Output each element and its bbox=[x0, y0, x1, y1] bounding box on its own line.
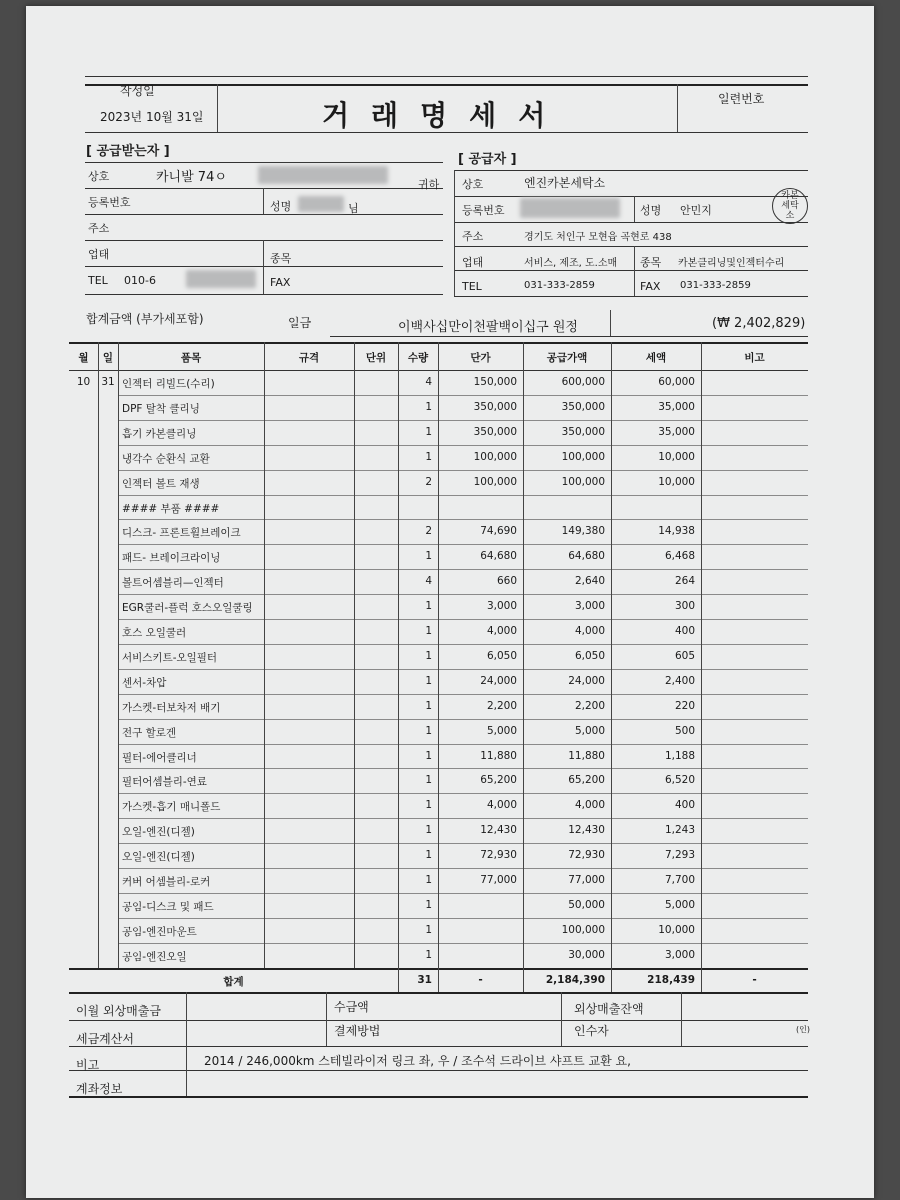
cell-qty: 1 bbox=[425, 600, 432, 613]
cell-qty: 1 bbox=[425, 699, 432, 712]
cell-qty: 2 bbox=[425, 475, 432, 488]
cell-price: 5,000 bbox=[486, 724, 517, 737]
cell-price: 12,430 bbox=[480, 824, 517, 837]
cell-m: 10 bbox=[76, 376, 91, 388]
remarks-value: 2014 / 246,000km 스테빌라이저 링크 좌, 우 / 조수석 드라이브 샤프트 교환 요, bbox=[204, 1054, 631, 1068]
supplier-address-value: 경기도 처인구 모현읍 곡현로 438 bbox=[524, 232, 672, 243]
cell-supply: 350,000 bbox=[561, 400, 605, 413]
cell-qty: 1 bbox=[425, 425, 432, 438]
cell-name: 필터어셈블리-연료 bbox=[122, 776, 207, 789]
remarks-label: 비고 bbox=[76, 1058, 100, 1072]
cell-name: 패드- 브레이크라이닝 bbox=[122, 552, 221, 565]
seal-mark: (인) bbox=[796, 1025, 810, 1034]
receiver-address-label: 주소 bbox=[88, 222, 110, 235]
supplier-business-label: 업태 bbox=[462, 256, 484, 269]
cell-supply: 50,000 bbox=[568, 898, 605, 911]
cell-price: 150,000 bbox=[473, 376, 517, 388]
cell-name: 전구 할로겐 bbox=[122, 726, 177, 739]
cell-qty: 1 bbox=[425, 849, 432, 862]
cell-supply: 350,000 bbox=[561, 425, 605, 438]
cell-supply: 65,200 bbox=[568, 774, 605, 787]
supplier-company-label: 상호 bbox=[462, 178, 484, 191]
cell-name: 공임-디스크 및 패드 bbox=[122, 900, 214, 913]
cell-price: 72,930 bbox=[480, 849, 517, 862]
seal-text: 카본세탁소 bbox=[781, 191, 799, 221]
serial-label: 일련번호 bbox=[718, 92, 765, 106]
cell-tax: 400 bbox=[674, 799, 695, 812]
invoice-paper bbox=[26, 6, 874, 1198]
page-title: 거래명세서 bbox=[322, 99, 568, 132]
cell-tax: 10,000 bbox=[658, 475, 695, 488]
cell-price: 11,880 bbox=[480, 749, 517, 762]
cell-qty: 1 bbox=[425, 874, 432, 886]
cell-supply: 4,000 bbox=[574, 799, 605, 812]
cell-supply: 100,000 bbox=[561, 475, 605, 488]
cell-price: 350,000 bbox=[473, 400, 517, 413]
cell-tax: 7,293 bbox=[664, 849, 695, 862]
cell-qty: 1 bbox=[425, 774, 432, 787]
receiver-item-label: 종목 bbox=[270, 252, 292, 265]
column-header: 비고 bbox=[744, 352, 765, 364]
cell-qty: 4 bbox=[425, 376, 432, 388]
cell-qty: 1 bbox=[425, 649, 432, 662]
cell-name: 필터-에어클리너 bbox=[122, 751, 197, 764]
cell-qty: 1 bbox=[425, 898, 432, 911]
cell-price: 3,000 bbox=[486, 600, 517, 613]
cell-supply: 72,930 bbox=[568, 849, 605, 862]
cell-name: 공임-엔진마운트 bbox=[122, 925, 197, 938]
cell-name: 서비스키트-오일필터 bbox=[122, 651, 218, 664]
account-label: 계좌정보 bbox=[76, 1082, 123, 1096]
receiver-section-label: [ 공급받는자 ] bbox=[86, 144, 170, 159]
received-label: 수금액 bbox=[334, 1000, 369, 1014]
cell-price: 4,000 bbox=[486, 799, 517, 812]
cell-price: 4,000 bbox=[486, 625, 517, 637]
cell-qty: 1 bbox=[425, 923, 432, 936]
cell-supply: 100,000 bbox=[561, 450, 605, 463]
cell-qty: 1 bbox=[425, 749, 432, 762]
total-amount-label: 합계금액 (부가세포함) bbox=[86, 312, 204, 326]
cell-name: 디스크- 프론트휠브레이크 bbox=[122, 527, 241, 540]
cell-qty: 1 bbox=[425, 724, 432, 737]
cell-price: 350,000 bbox=[473, 425, 517, 438]
cell-tax: 1,188 bbox=[664, 749, 695, 762]
cell-qty: 1 bbox=[425, 625, 432, 637]
column-header: 일 bbox=[102, 352, 114, 364]
sum-qty: 31 bbox=[417, 973, 432, 986]
column-header: 세액 bbox=[645, 352, 667, 364]
receiver-reg-label: 등록번호 bbox=[88, 196, 131, 209]
supplier-company-value: 엔진카본세탁소 bbox=[524, 176, 606, 190]
receiver-honorific: 귀하 bbox=[418, 178, 440, 191]
cell-tax: 220 bbox=[674, 699, 695, 712]
cell-price: 77,000 bbox=[480, 874, 517, 886]
cell-tax: 6,520 bbox=[664, 774, 695, 787]
cell-tax: 300 bbox=[674, 600, 695, 613]
cell-tax: 35,000 bbox=[658, 400, 695, 413]
supplier-tel-label: TEL bbox=[462, 280, 482, 293]
cell-tax: 2,400 bbox=[664, 674, 695, 687]
cell-supply: 6,050 bbox=[574, 649, 605, 662]
cell-tax: 5,000 bbox=[664, 898, 695, 911]
column-header: 월 bbox=[78, 352, 89, 364]
column-header: 규격 bbox=[298, 352, 320, 364]
total-amount-words: 이백사십만이천팔백이십구 원정 bbox=[398, 320, 578, 335]
date-label: 작성일 bbox=[120, 84, 155, 98]
supplier-business-value: 서비스, 제조, 도.소매 bbox=[524, 258, 618, 269]
cell-supply: 3,000 bbox=[574, 600, 605, 613]
cell-qty: 1 bbox=[425, 550, 432, 563]
cell-d: 31 bbox=[101, 376, 115, 388]
cell-supply: 4,000 bbox=[574, 625, 605, 637]
outstanding-label: 이월 외상매출금 bbox=[76, 1004, 161, 1018]
sum-note: - bbox=[752, 973, 757, 986]
cell-supply: 77,000 bbox=[568, 874, 605, 886]
cell-supply: 2,640 bbox=[574, 575, 605, 588]
cell-name: 냉각수 순환식 교환 bbox=[122, 452, 210, 465]
cell-tax: 1,243 bbox=[664, 824, 695, 837]
invoice-label: 세금계산서 bbox=[76, 1032, 134, 1046]
supplier-fax-value: 031-333-2859 bbox=[680, 280, 751, 291]
supplier-reg-label: 등록번호 bbox=[462, 204, 505, 217]
cell-name: 커버 어셈블리-로커 bbox=[122, 876, 211, 888]
sum-label: 합계 bbox=[223, 975, 244, 988]
receiver-name-label: 성명 bbox=[270, 200, 292, 213]
supplier-tel-value: 031-333-2859 bbox=[524, 280, 595, 291]
supplier-fax-label: FAX bbox=[640, 280, 661, 293]
cell-name: 센서-차압 bbox=[122, 676, 167, 689]
payment-label: 결제방법 bbox=[334, 1024, 381, 1038]
column-header: 단가 bbox=[470, 352, 491, 364]
cell-price: 100,000 bbox=[473, 450, 517, 463]
supplier-section-label: [ 공급자 ] bbox=[458, 152, 517, 167]
balance-label: 외상매출잔액 bbox=[574, 1002, 644, 1016]
cell-name: EGR쿨러-플럭 호스오일쿨링 bbox=[122, 602, 253, 615]
cell-name: 인젝터 리빌드(수리) bbox=[122, 378, 215, 390]
cell-price: 64,680 bbox=[480, 550, 517, 563]
sum-supply: 2,184,390 bbox=[545, 973, 605, 986]
supplier-item-label: 종목 bbox=[640, 256, 662, 269]
cell-tax: 6,468 bbox=[664, 550, 695, 563]
receiver-fax-label: FAX bbox=[270, 276, 291, 289]
column-header: 단위 bbox=[365, 352, 387, 364]
cell-tax: 400 bbox=[674, 625, 695, 637]
cell-supply: 149,380 bbox=[561, 525, 605, 538]
cell-supply: 12,430 bbox=[568, 824, 605, 837]
cell-qty: 1 bbox=[425, 948, 432, 961]
cell-tax: 60,000 bbox=[658, 376, 695, 388]
cell-price: 24,000 bbox=[480, 674, 517, 687]
cell-price: 2,200 bbox=[486, 699, 517, 712]
cell-tax: 10,000 bbox=[658, 923, 695, 936]
cell-supply: 64,680 bbox=[568, 550, 605, 563]
receiver-business-label: 업태 bbox=[88, 248, 110, 261]
cell-supply: 600,000 bbox=[561, 376, 605, 388]
cell-tax: 14,938 bbox=[658, 525, 695, 538]
cell-tax: 3,000 bbox=[664, 948, 695, 961]
cell-price: 74,690 bbox=[480, 525, 517, 538]
cell-qty: 1 bbox=[425, 674, 432, 687]
cell-qty: 2 bbox=[425, 525, 432, 538]
date-value: 2023년 10월 31일 bbox=[100, 110, 204, 124]
cell-name: 흡기 카본클리닝 bbox=[122, 427, 197, 440]
supplier-item-value: 카본클리닝및인젝터수리 bbox=[678, 258, 785, 269]
sum-price: - bbox=[478, 973, 483, 986]
supplier-name-value: 안민지 bbox=[680, 204, 712, 217]
cell-name: 볼트어셈블리—인젝터 bbox=[122, 577, 224, 590]
column-header: 품목 bbox=[180, 352, 202, 364]
cell-qty: 1 bbox=[425, 400, 432, 413]
receiver-tel-value: 010-6 bbox=[124, 274, 156, 287]
cell-tax: 500 bbox=[674, 724, 695, 737]
sum-tax: 218,439 bbox=[647, 973, 695, 986]
recipient-label: 인수자 bbox=[574, 1024, 609, 1038]
total-amount-figure: (₩ 2,402,829) bbox=[712, 316, 806, 331]
receiver-name-suffix: 님 bbox=[348, 202, 359, 215]
cell-name: 오일-엔진(디젤) bbox=[122, 826, 195, 839]
column-header: 공급가액 bbox=[546, 352, 588, 364]
cell-qty: 4 bbox=[425, 575, 432, 588]
cell-tax: 7,700 bbox=[664, 874, 695, 886]
cell-name: 인젝터 볼트 재생 bbox=[122, 477, 200, 490]
cell-tax: 264 bbox=[674, 575, 695, 588]
total-amount-prefix: 일금 bbox=[288, 316, 312, 330]
receiver-company-label: 상호 bbox=[88, 170, 110, 183]
supplier-address-label: 주소 bbox=[462, 230, 484, 243]
cell-supply: 11,880 bbox=[568, 749, 605, 762]
receiver-company-value: 카니발 74ㅇ bbox=[156, 170, 227, 185]
cell-supply: 2,200 bbox=[574, 699, 605, 712]
cell-name: #### 부품 #### bbox=[122, 502, 220, 515]
cell-qty: 1 bbox=[425, 799, 432, 812]
cell-name: 호스 오일쿨러 bbox=[122, 627, 187, 639]
cell-tax: 35,000 bbox=[658, 425, 695, 438]
column-header: 수량 bbox=[407, 352, 429, 364]
supplier-name-label: 성명 bbox=[640, 204, 662, 217]
cell-supply: 30,000 bbox=[568, 948, 605, 961]
cell-price: 660 bbox=[496, 575, 517, 588]
cell-name: 가스켓-흡기 매니폴드 bbox=[122, 801, 221, 814]
cell-name: 공임-엔진오일 bbox=[122, 950, 187, 963]
cell-price: 65,200 bbox=[480, 774, 517, 787]
cell-supply: 100,000 bbox=[561, 923, 605, 936]
cell-price: 6,050 bbox=[486, 649, 517, 662]
cell-tax: 10,000 bbox=[658, 450, 695, 463]
cell-supply: 24,000 bbox=[568, 674, 605, 687]
cell-name: 가스켓-터보차저 배기 bbox=[122, 701, 221, 714]
cell-supply: 5,000 bbox=[574, 724, 605, 737]
cell-name: 오일-엔진(디젤) bbox=[122, 851, 195, 864]
cell-tax: 605 bbox=[674, 649, 695, 662]
cell-name: DPF 탈착 클리닝 bbox=[122, 402, 200, 415]
cell-qty: 1 bbox=[425, 450, 432, 463]
cell-price: 100,000 bbox=[473, 475, 517, 488]
cell-qty: 1 bbox=[425, 824, 432, 837]
receiver-tel-label: TEL bbox=[88, 274, 108, 287]
